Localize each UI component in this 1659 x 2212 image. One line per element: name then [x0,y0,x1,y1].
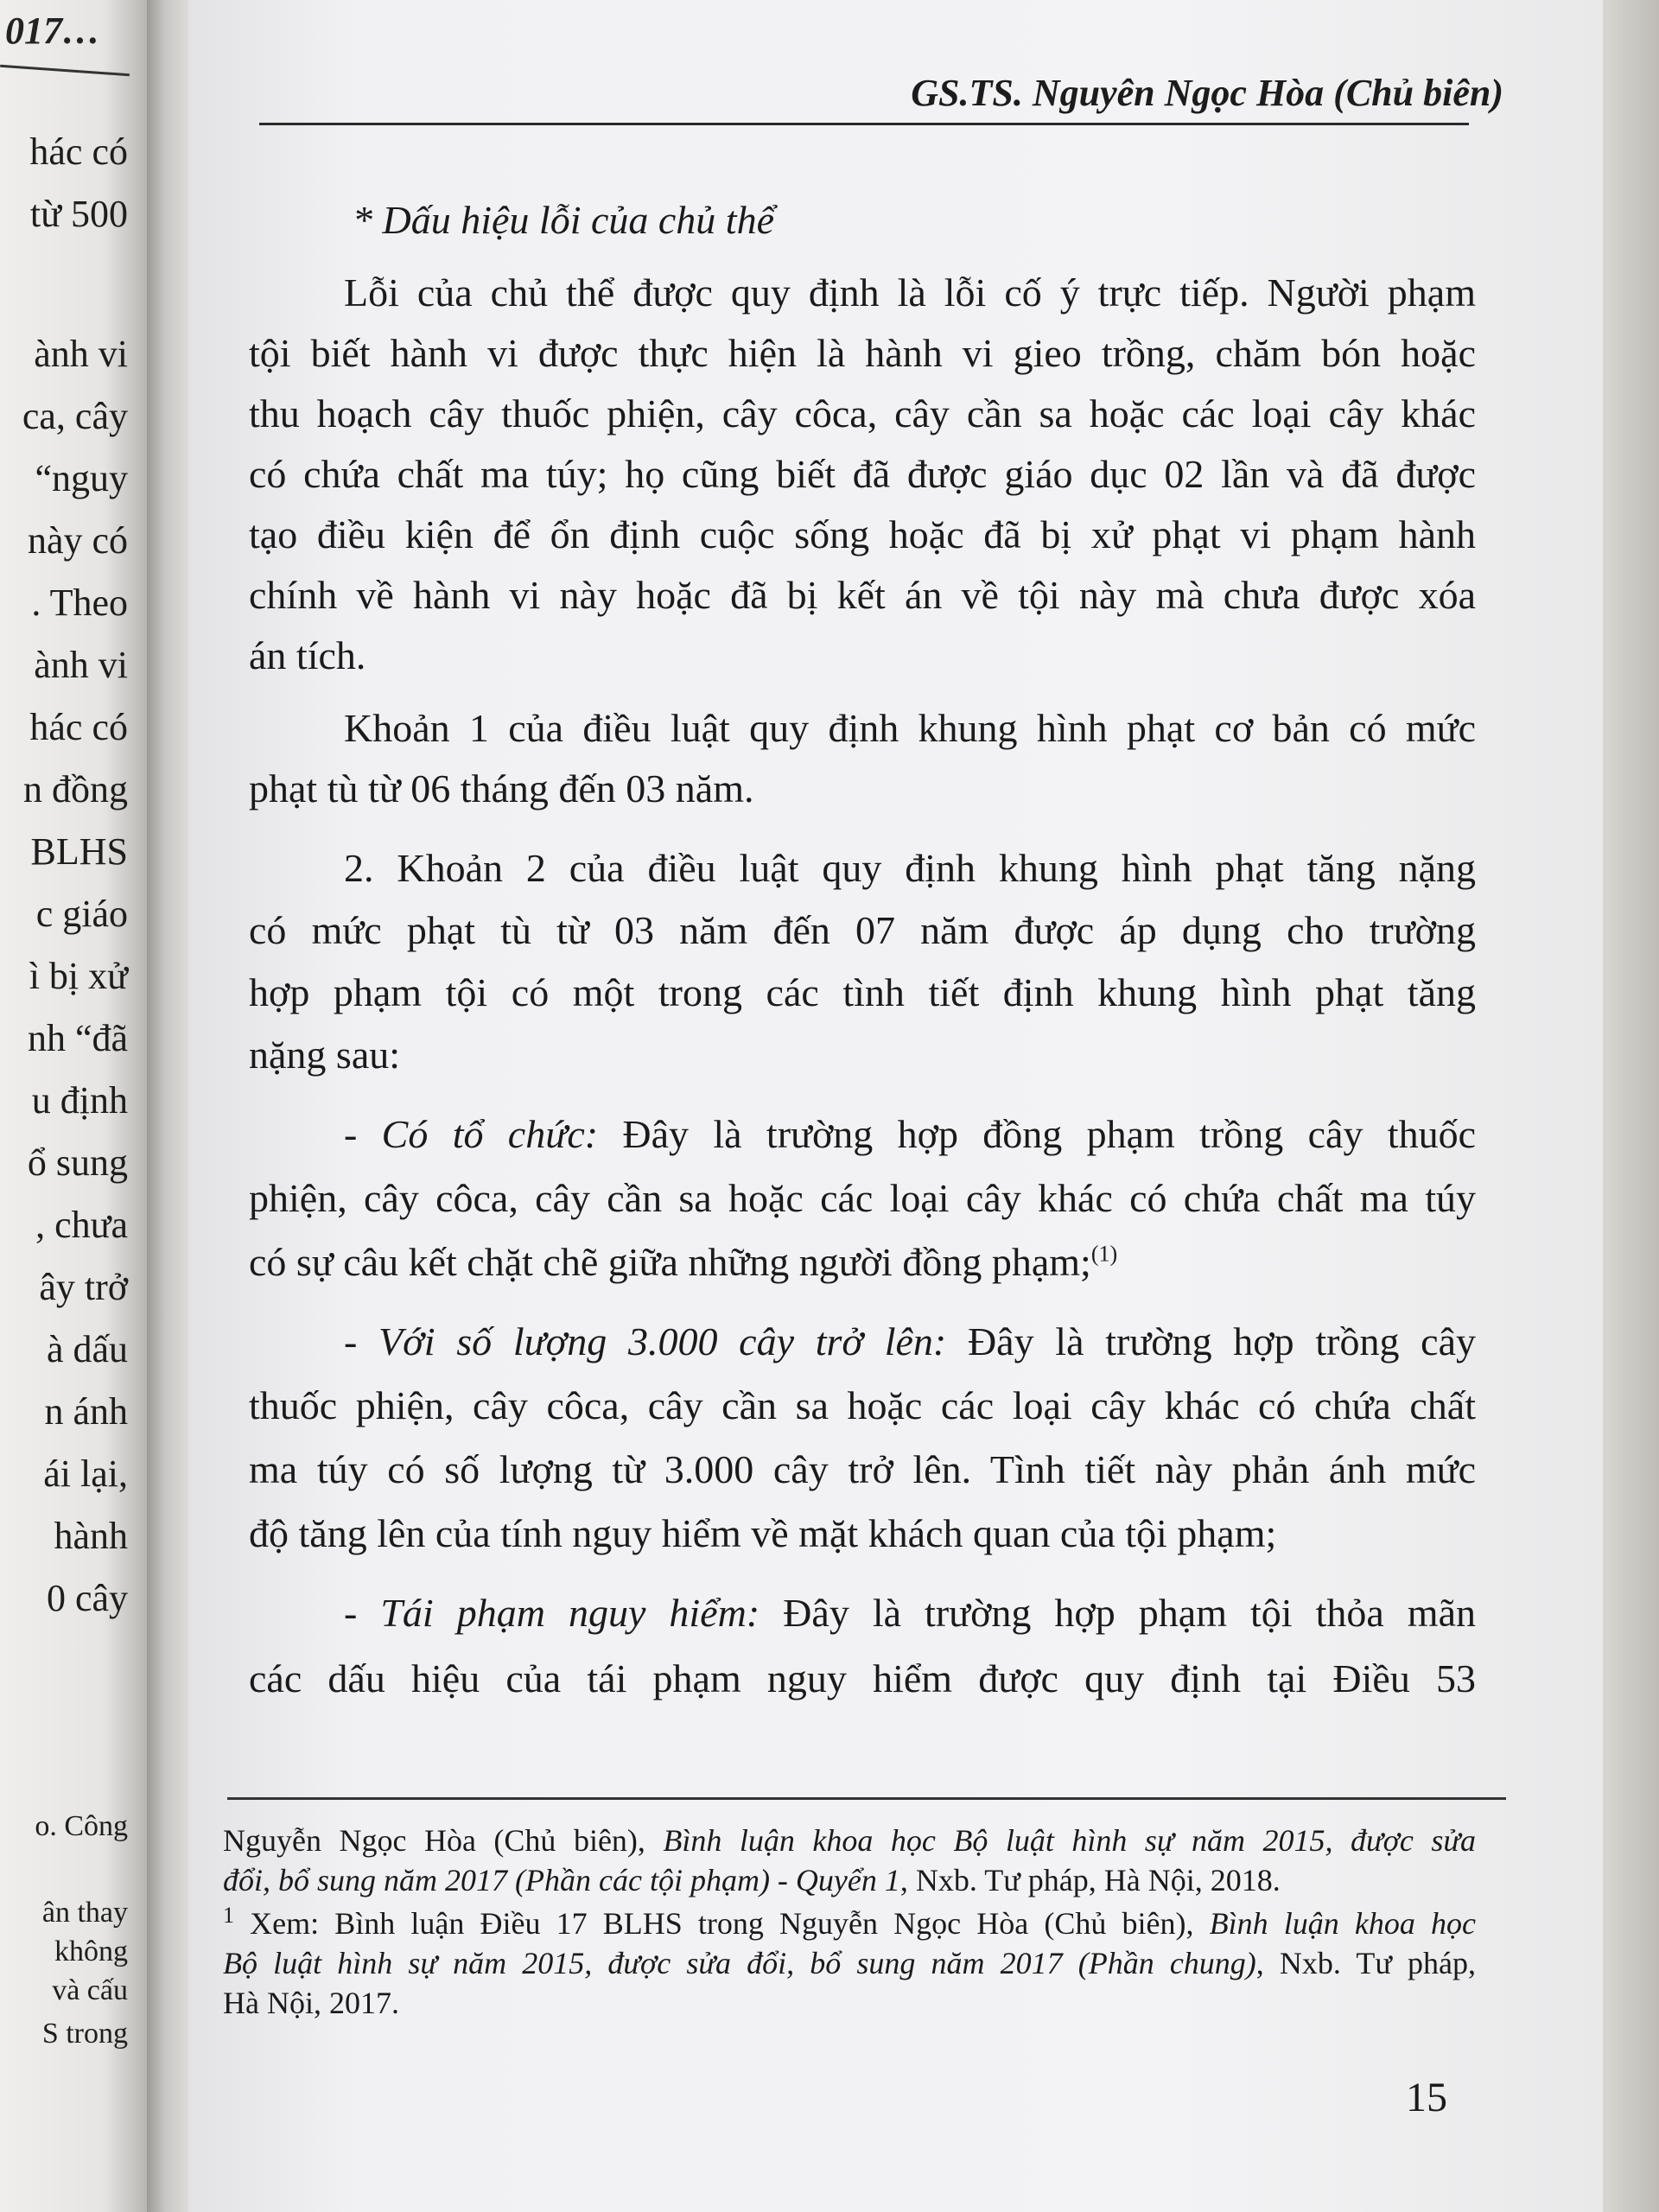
footnote-rule [227,1797,1506,1800]
left-page-line: ca, cây [22,395,128,437]
left-page-line: c giáo [35,893,128,935]
left-page-line: này có [27,519,128,562]
left-page-line: hành [54,1515,128,1557]
item-lead-to-chuc: - Có tổ chức: [344,1112,599,1156]
left-page-footnote-line: ân thay [41,1897,128,1929]
left-page-line: . Theo [31,582,128,624]
left-page-line: hác có [29,130,128,173]
footnote-text: Xem: Bình luận Điều 17 BLHS trong Nguyễn Ngọc Hòa (Chủ biên), [234,1906,1210,1941]
footnote-line [223,1821,1476,1859]
item-text: Đây là trường hợp phạm tội thỏa mãn [760,1591,1477,1635]
left-page-line: ành vi [34,333,128,375]
running-header: GS.TS. Nguyên Ngọc Hòa (Chủ biên) [911,72,1503,114]
left-page-line: à dấu [46,1328,128,1370]
left-page-line: BLHS [30,830,128,873]
paragraph-line: phạt tù từ 06 tháng đến 03 năm. [249,766,754,810]
left-page-line: từ 500 [29,193,128,235]
paragraph-line: Khoản 1 của điều luật quy định khung hình phạt cơ bản có mức [344,706,1476,750]
left-page-line: hác có [29,706,128,748]
left-page-line: ành vi [34,644,128,686]
paragraph-line: 2. Khoản 2 của điều luật quy định khung hình phạt tăng nặng [344,846,1476,890]
left-page-footnote-line: không [54,1936,128,1967]
left-page-footnote-line: o. Công [35,1810,128,1842]
left-page-footnote-line: S trong [41,2018,128,2050]
footnote-title: đổi, bổ sung năm 2017 (Phần các tội phạm) - Quyển 1 [223,1863,900,1897]
paragraph-line [249,1585,1476,1642]
paragraph-line [249,1234,1476,1291]
footnote-text: , Nxb. Tư pháp, [1255,1946,1476,1980]
left-page-line: ái lại, [43,1452,128,1495]
paragraph-line: các dấu hiệu của tái phạm nguy hiểm được quy định tại Điều 53 [249,1656,1476,1700]
footnote-line [223,1904,1476,1942]
paragraph-line: ma túy có số lượng từ 3.000 cây trở lên. Tình tiết này phản ánh mức [249,1447,1476,1491]
section-heading: * Dấu hiệu lỗi của chủ thể [353,198,775,242]
paragraph-line: tội biết hành vi được thực hiện là hành vi gieo trồng, chăm bón hoặc [249,331,1476,375]
footnote-line [223,1861,1476,1899]
footnote-title: Bình luận khoa học [1209,1906,1476,1941]
paragraph-line: án tích. [249,633,366,677]
page-number: 15 [1406,2075,1447,2120]
left-page-line: u định [31,1079,128,1122]
paragraph-line: chính về hành vi này hoặc đã bị kết án về tội này mà chưa được xóa [249,573,1476,617]
footnote-text: Nguyễn Ngọc Hòa (Chủ biên), [223,1823,664,1858]
footnote-ref[interactable]: (1) [1090,1241,1118,1267]
left-page-line: 0 cây [46,1577,128,1619]
item-text: Đây là trường hợp đồng phạm trồng cây thuốc [598,1112,1476,1156]
paragraph-line: Lỗi của chủ thể được quy định là lỗi cố ý trực tiếp. Người phạm [344,270,1476,315]
left-page-line: n ánh [44,1390,128,1433]
paragraph-line: độ tăng lên của tính nguy hiểm về mặt khách quan của tội phạm; [249,1511,1277,1555]
left-page-line: ì bị xử [29,955,128,997]
paragraph-line: hợp phạm tội có một trong các tình tiết định khung hình phạt tăng [249,970,1476,1014]
paragraph-line: có mức phạt tù từ 03 năm đến 07 năm được áp dụng cho trường [249,908,1476,952]
left-page-line: ây trở [39,1266,128,1308]
paragraph-line [249,1313,1476,1370]
right-page [188,0,1603,2212]
paragraph-line: phiện, cây côca, cây cần sa hoặc các loại cây khác có chứa chất ma túy [249,1176,1476,1220]
footnote-text: , Nxb. Tư pháp, Hà Nội, 2018. [899,1863,1281,1897]
left-page-line: , chưa [35,1204,128,1246]
footnote-title: Bộ luật hình sự năm 2015, được sửa đổi, bổ sung năm 2017 (Phần chung) [223,1946,1256,1980]
paragraph-line: tạo điều kiện để ổn định cuộc sống hoặc đã bị xử phạt vi phạm hành [249,512,1476,556]
paragraph-line: thuốc phiện, cây côca, cây cần sa hoặc các loại cây khác có chứa chất [249,1383,1476,1427]
left-header-rule [0,65,130,76]
footnote-line: Hà Nội, 2017. [223,1986,399,2020]
item-text: Đây là trường hợp trồng cây [946,1319,1477,1363]
paragraph-line: nặng sau: [249,1033,401,1077]
paragraph-line: thu hoạch cây thuốc phiện, cây côca, cây cần sa hoặc các loại cây khác [249,391,1476,435]
footnote-title: Bình luận khoa học Bộ luật hình sự năm 2015, được sửa [663,1823,1477,1858]
book-gutter [147,0,188,2212]
footnote-line [223,1944,1476,1982]
footnote-number: 1 [223,1903,234,1928]
left-page-line: “nguy [35,457,128,499]
left-page-line: n đồng [23,768,128,810]
item-lead-so-luong: - Với số lượng 3.000 cây trở lên: [344,1319,947,1363]
page-edge [1603,0,1659,2212]
left-page-line: ổ sung [27,1141,128,1184]
left-page-header: 017… [5,10,100,52]
item-lead-tai-pham: - Tái phạm nguy hiểm: [344,1591,760,1635]
paragraph-line [249,1106,1476,1163]
left-page-footnote-line: và cấu [52,1974,128,2006]
paragraph-line: có chứa chất ma túy; họ cũng biết đã được giáo dục 02 lần và đã được [249,452,1476,496]
item-text: có sự câu kết chặt chẽ giữa những người đồng phạm; [249,1240,1091,1284]
left-page-line: nh “đã [27,1017,128,1059]
header-rule [259,123,1469,125]
left-page [0,0,147,2212]
